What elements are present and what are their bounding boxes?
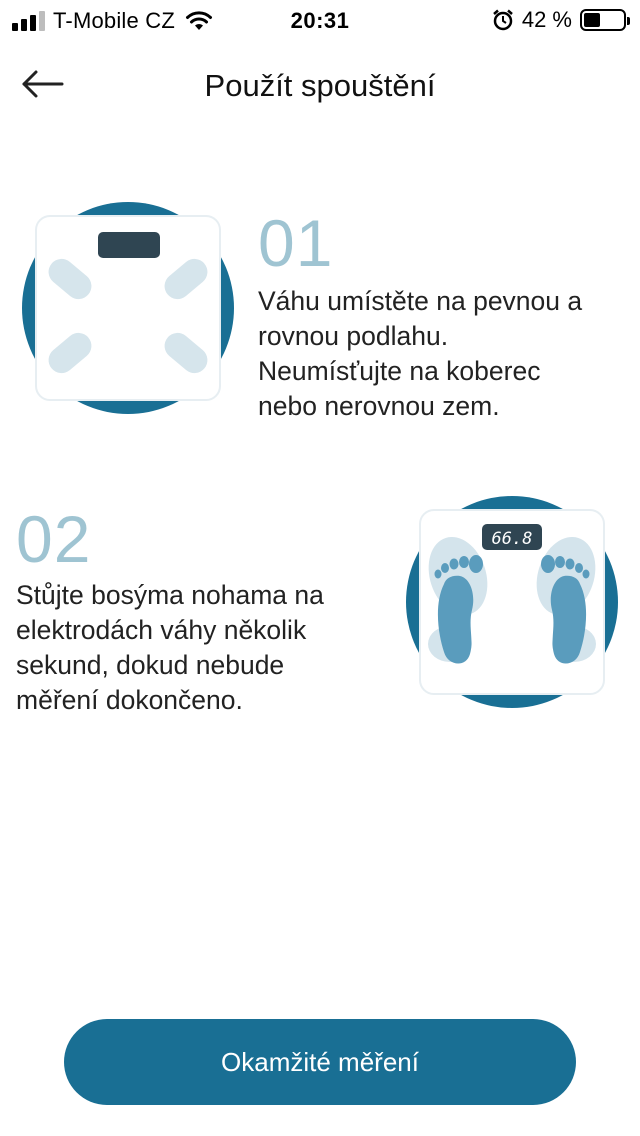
step-2-line: měření dokončeno. — [16, 685, 243, 715]
battery-percent: 42 % — [521, 7, 572, 32]
step-1-text — [258, 284, 582, 424]
nav-bar — [0, 44, 640, 126]
scale-display-readout: 66.8 — [491, 529, 533, 549]
scale-placement-illustration — [20, 200, 242, 422]
start-measurement-button[interactable]: Okamžité měření — [64, 1019, 576, 1105]
step-2-line: elektrodách váhy několik — [16, 615, 307, 645]
step-2-line: Stůjte bosýma nohama na — [16, 580, 324, 610]
carrier-name: T-Mobile CZ — [53, 8, 175, 33]
step-1-line: rovnou podlahu. — [258, 321, 449, 351]
status-bar — [0, 0, 640, 40]
battery-nub — [627, 17, 630, 25]
alarm-icon — [492, 9, 514, 31]
barefoot-scale-illustration — [404, 494, 626, 716]
step-1-line: Váhu umístěte na pevnou a — [258, 286, 583, 316]
page-title: Použít spouštění — [204, 68, 436, 103]
step-2-number: 02 — [16, 502, 92, 576]
status-right — [492, 6, 626, 34]
battery-icon — [580, 9, 626, 31]
step-1-number: 01 — [258, 206, 334, 280]
battery-fill — [584, 13, 600, 27]
step-1-line: Neumísťujte na koberec — [258, 356, 541, 386]
step-2-line: sekund, dokud nebude — [16, 650, 285, 680]
status-time: 20:31 — [290, 8, 350, 33]
step-1-line: nebo nerovnou zem. — [258, 391, 500, 421]
step-2-text — [16, 578, 324, 718]
